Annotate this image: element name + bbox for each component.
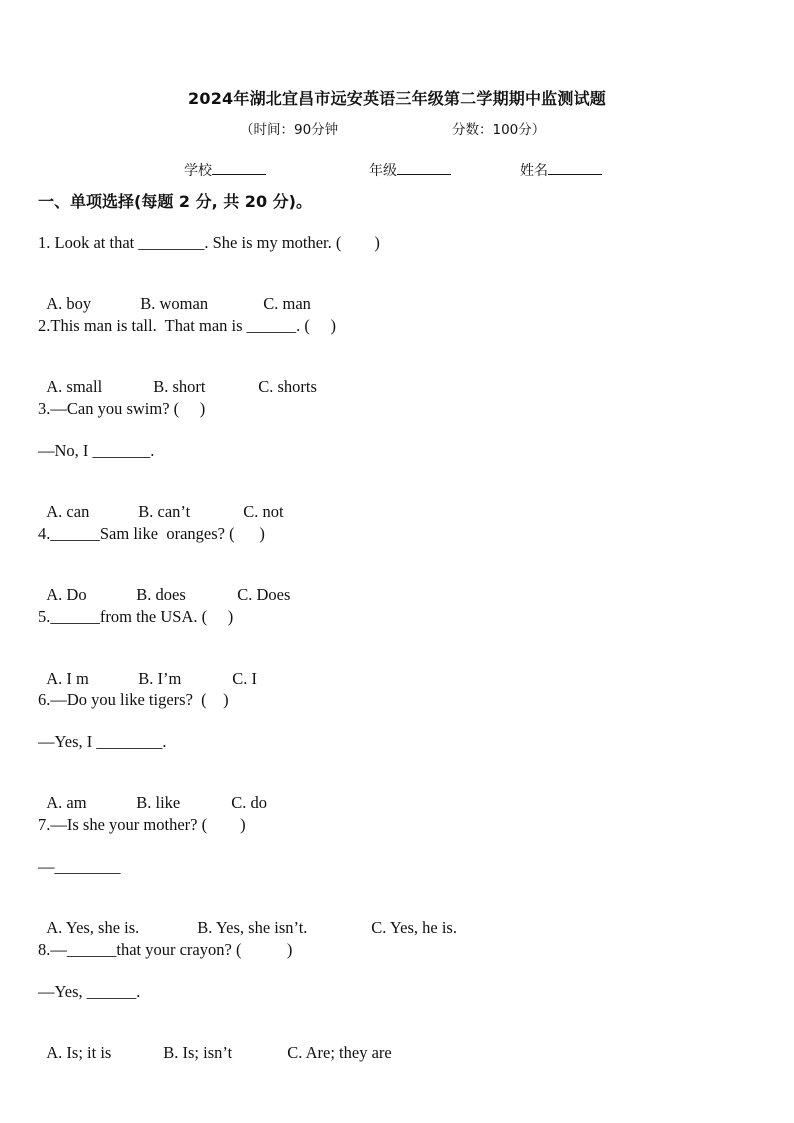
option-b[interactable]: B. I’m: [138, 669, 182, 688]
question-4-options: [38, 565, 290, 605]
option-c[interactable]: C. Does: [237, 585, 291, 604]
option-a[interactable]: A. boy: [46, 294, 92, 313]
question-4: 4.______Sam like oranges? ( ): [38, 524, 265, 543]
exam-title: 2024年湖北宜昌市远安英语三年级第二学期期中监测试题: [188, 89, 606, 108]
option-b[interactable]: B. Yes, she isn’t.: [197, 918, 308, 937]
school-label: 学校: [184, 163, 212, 179]
option-a[interactable]: A. Do: [46, 585, 87, 604]
grade-blank[interactable]: [397, 160, 451, 175]
option-c[interactable]: C. man: [263, 294, 311, 313]
option-b[interactable]: B. woman: [140, 294, 209, 313]
option-b[interactable]: B. like: [136, 793, 181, 812]
question-2: 2.This man is tall. That man is ______. ( ): [38, 316, 337, 335]
option-c[interactable]: C. Are; they are: [287, 1043, 392, 1062]
option-a[interactable]: A. Yes, she is.: [46, 918, 140, 937]
option-c[interactable]: C. I: [232, 669, 257, 688]
option-a[interactable]: A. am: [46, 793, 87, 812]
option-b[interactable]: B. Is; isn’t: [163, 1043, 233, 1062]
name-blank[interactable]: [548, 160, 602, 175]
option-a[interactable]: A. I m: [46, 669, 89, 688]
section-heading: 一、单项选择(每题 2 分, 共 20 分)。: [38, 192, 312, 211]
option-c[interactable]: C. Yes, he is.: [371, 918, 457, 937]
option-b[interactable]: B. does: [136, 585, 186, 604]
question-8: 8.—______that your crayon? ( ): [38, 940, 293, 959]
option-a[interactable]: A. Is; it is: [46, 1043, 112, 1062]
question-3-answer-line: —No, I _______.: [38, 441, 155, 460]
option-b[interactable]: B. can’t: [138, 502, 191, 521]
option-c[interactable]: C. do: [231, 793, 268, 812]
question-5: 5.______from the USA. ( ): [38, 607, 234, 626]
option-c[interactable]: C. not: [243, 502, 284, 521]
question-8-options: [38, 1023, 392, 1063]
option-a[interactable]: A. can: [46, 502, 90, 521]
question-3-options: [38, 482, 284, 522]
question-1-options: [38, 274, 311, 314]
question-7: 7.—Is she your mother? ( ): [38, 815, 246, 834]
question-6: 6.—Do you like tigers? ( ): [38, 690, 229, 709]
school-blank[interactable]: [212, 160, 266, 175]
grade-field[interactable]: [369, 160, 451, 180]
question-7-answer-line: —________: [38, 857, 121, 876]
option-c[interactable]: C. shorts: [258, 377, 317, 396]
question-2-options: [38, 357, 317, 397]
school-field[interactable]: [184, 160, 266, 180]
name-label: 姓名: [520, 163, 548, 179]
question-1: 1. Look at that ________. She is my mother. ( ): [38, 233, 380, 252]
question-5-options: [38, 649, 257, 689]
question-3: 3.—Can you swim? ( ): [38, 399, 206, 418]
option-a[interactable]: A. small: [46, 377, 103, 396]
exam-score: 分数：100分）: [452, 122, 546, 138]
question-6-answer-line: —Yes, I ________.: [38, 732, 167, 751]
question-6-options: [38, 773, 267, 813]
grade-label: 年级: [369, 163, 397, 179]
option-b[interactable]: B. short: [153, 377, 206, 396]
question-7-options: [38, 898, 457, 938]
question-8-answer-line: —Yes, ______.: [38, 982, 141, 1001]
exam-time: （时间：90分钟: [240, 122, 339, 138]
name-field[interactable]: [520, 160, 602, 180]
